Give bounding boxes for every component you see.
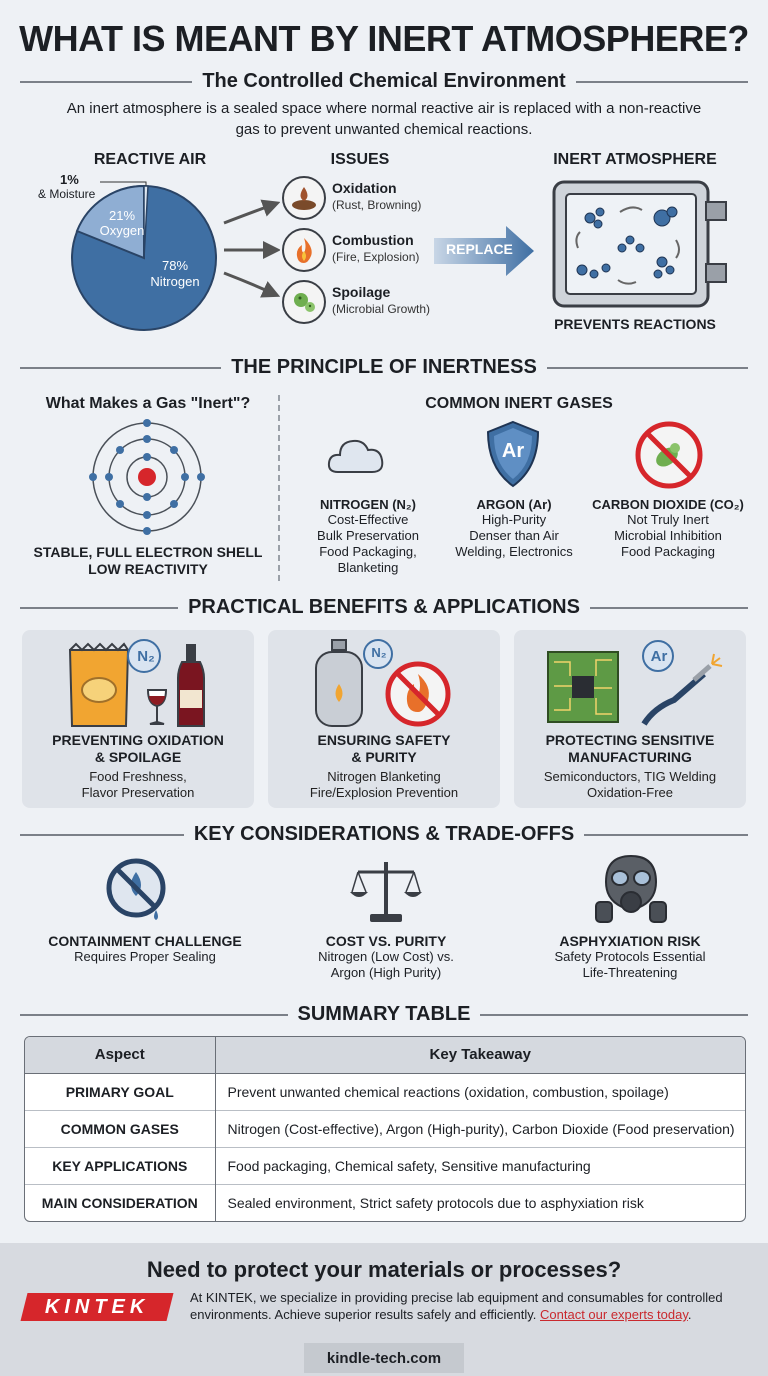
- benefit-title: PREVENTING OXIDATION: [52, 732, 224, 748]
- gas-name: ARGON (Ar): [476, 497, 552, 512]
- chip-torch-icon: [544, 638, 724, 730]
- contact-link[interactable]: Contact our experts today: [540, 1307, 688, 1322]
- gas-desc: Food Packaging,: [319, 544, 417, 559]
- logo-text: KINTEK: [44, 1295, 150, 1318]
- atom-caption-1: STABLE, FULL ELECTRON SHELL: [33, 544, 263, 560]
- divider-line: [480, 1014, 748, 1016]
- divider-line: [20, 1014, 288, 1016]
- benefit-title: MANUFACTURING: [568, 749, 692, 765]
- issues-heading: ISSUES: [330, 151, 390, 168]
- divider-line: [590, 607, 748, 609]
- issue-detail: (Microbial Growth): [332, 302, 431, 316]
- oxygen-pct: 21%: [108, 208, 136, 223]
- table-row: [25, 1184, 745, 1221]
- gas-name: CARBON DIOXIDE (CO₂): [592, 497, 744, 512]
- nitrogen-pct: 78%: [161, 258, 189, 273]
- considerations-heading: KEY CONSIDERATIONS & TRADE-OFFS: [193, 823, 575, 845]
- table-row: [25, 1110, 745, 1147]
- issue-detail: (Rust, Browning): [332, 198, 422, 212]
- n2-badge: N₂: [137, 648, 155, 665]
- gas-name: NITROGEN (N₂): [319, 497, 417, 512]
- benefit-title: ENSURING SAFETY: [317, 732, 451, 748]
- consideration-title: ASPHYXIATION RISK: [559, 933, 701, 949]
- footer-body: At KINTEK, we specialize in providing precise lab equipment and consumables for controlled environments. Achieve superior results safely and efficiently.: [190, 1290, 723, 1322]
- gas-co2: [586, 497, 750, 560]
- sealed-chamber-icon: [550, 178, 730, 310]
- consideration-cost: [268, 933, 504, 981]
- page-title: WHAT IS MEANT BY INERT ATMOSPHERE?: [19, 18, 749, 59]
- gas-desc: Not Truly Inert: [627, 512, 709, 527]
- moisture-pct: 1%: [60, 172, 79, 187]
- principle-header: [20, 356, 748, 379]
- rust-drop-icon: [282, 176, 326, 220]
- aspect-cell: KEY APPLICATIONS: [25, 1147, 215, 1184]
- issue-spoilage: [282, 280, 462, 328]
- gas-nitrogen: [298, 497, 438, 576]
- divider-line: [20, 367, 221, 369]
- kintek-logo[interactable]: [21, 1293, 174, 1321]
- benefit-desc: Oxidation-Free: [587, 785, 673, 800]
- consideration-desc: Safety Protocols Essential: [554, 949, 706, 964]
- gas-desc: Microbial Inhibition: [614, 528, 722, 543]
- divider-line: [547, 367, 748, 369]
- oxygen-label: Oxygen: [99, 223, 145, 238]
- summary-table: [24, 1036, 746, 1222]
- n2-badge: N₂: [371, 645, 387, 660]
- issue-oxidation: [282, 176, 462, 224]
- gas-desc: Cost-Effective: [327, 512, 409, 527]
- consideration-desc: Life-Threatening: [582, 965, 678, 980]
- microbe-icon: [282, 280, 326, 324]
- aspect-cell: COMMON GASES: [25, 1110, 215, 1147]
- benefits-heading: PRACTICAL BENEFITS & APPLICATIONS: [188, 596, 580, 618]
- benefit-title: PROTECTING SENSITIVE: [545, 732, 715, 748]
- gas-desc: Denser than Air: [469, 528, 559, 543]
- benefit-desc: Semiconductors, TIG Welding: [543, 769, 717, 784]
- consideration-desc: Requires Proper Sealing: [74, 949, 216, 964]
- column-header-takeaway: Key Takeaway: [215, 1037, 745, 1073]
- inert-question: What Makes a Gas "Inert"?: [45, 395, 251, 412]
- benefit-desc: Nitrogen Blanketing: [327, 769, 441, 784]
- atom-caption-2: LOW REACTIVITY: [88, 561, 208, 577]
- considerations-header: [20, 823, 748, 846]
- consideration-asphyxiation: [516, 933, 744, 981]
- footer-period: .: [687, 1307, 692, 1322]
- argon-symbol: Ar: [501, 440, 525, 462]
- gas-desc: Bulk Preservation: [317, 528, 419, 543]
- consideration-desc: Argon (High Purity): [330, 965, 442, 980]
- no-microbe-icon: [634, 420, 704, 490]
- principle-heading: THE PRINCIPLE OF INERTNESS: [231, 356, 537, 378]
- benefit-card-manufacturing: [514, 630, 746, 808]
- gas-desc: Blanketing: [337, 560, 399, 575]
- balance-scale-icon: [350, 856, 422, 926]
- benefit-desc: Food Freshness,: [89, 769, 187, 784]
- table-header-row: [25, 1037, 745, 1073]
- consideration-title: COST VS. PURITY: [325, 933, 447, 949]
- issue-arrows: [220, 195, 280, 305]
- issue-detail: (Fire, Explosion): [332, 250, 420, 264]
- intro-text: An inert atmosphere is a sealed space where normal reactive air is replaced with a non-reactive gas to prevent unwanted chemical reactions.: [66, 100, 702, 138]
- benefit-title: & SPOILAGE: [94, 749, 182, 765]
- gas-desc: Food Packaging: [621, 544, 715, 559]
- divider-line: [20, 81, 192, 83]
- reactive-air-heading: REACTIVE AIR: [93, 151, 207, 168]
- takeaway-cell: Food packaging, Chemical safety, Sensitive manufacturing: [215, 1147, 745, 1184]
- footer: [0, 1243, 768, 1376]
- fire-icon: [282, 228, 326, 272]
- cloud-icon: [326, 432, 386, 478]
- nitrogen-label: Nitrogen: [150, 274, 200, 289]
- divider-line: [576, 81, 748, 83]
- divider-line: [20, 607, 178, 609]
- benefit-title: & PURITY: [351, 749, 417, 765]
- gas-desc: Welding, Electronics: [455, 544, 573, 559]
- footer-cta: Need to protect your materials or processes?: [146, 1257, 622, 1282]
- takeaway-cell: Prevent unwanted chemical reactions (oxidation, combustion, spoilage): [215, 1073, 745, 1110]
- benefits-header: [20, 596, 748, 619]
- summary-heading: SUMMARY TABLE: [297, 1003, 471, 1025]
- issue-name: Combustion: [332, 232, 414, 248]
- takeaway-cell: Nitrogen (Cost-effective), Argon (High-purity), Carbon Dioxide (Food preservation): [215, 1110, 745, 1147]
- gas-desc: High-Purity: [481, 512, 547, 527]
- consideration-containment: [20, 933, 270, 965]
- subtitle-header: [20, 70, 748, 93]
- inert-caption: PREVENTS REACTIONS: [554, 316, 716, 332]
- gas-mask-icon: [594, 852, 668, 928]
- issue-name: Oxidation: [332, 180, 397, 196]
- aspect-cell: PRIMARY GOAL: [25, 1073, 215, 1110]
- benefit-desc: Flavor Preservation: [81, 785, 195, 800]
- gas-argon: [446, 497, 582, 560]
- moisture-label: & Moisture: [38, 187, 96, 201]
- divider-line: [20, 834, 184, 836]
- table-row: [25, 1073, 745, 1110]
- benefit-desc: Fire/Explosion Prevention: [309, 785, 459, 800]
- takeaway-cell: Sealed environment, Strict safety protocols due to asphyxiation risk: [215, 1184, 745, 1221]
- website-link[interactable]: kindle-tech.com: [304, 1343, 464, 1373]
- consideration-desc: Nitrogen (Low Cost) vs.: [318, 949, 454, 964]
- replace-label: REPLACE: [446, 241, 513, 257]
- divider-line: [584, 834, 748, 836]
- summary-header: [20, 1003, 748, 1026]
- dashed-divider: [278, 395, 280, 581]
- gases-heading: COMMON INERT GASES: [425, 395, 613, 412]
- subtitle: The Controlled Chemical Environment: [202, 70, 566, 92]
- footer-text: [190, 1289, 750, 1323]
- benefit-card-safety: [268, 630, 500, 808]
- aspect-cell: MAIN CONSIDERATION: [25, 1184, 215, 1221]
- atom-icon: [84, 418, 210, 536]
- consideration-title: CONTAINMENT CHALLENGE: [48, 933, 242, 949]
- table-row: [25, 1147, 745, 1184]
- ar-badge: Ar: [650, 648, 668, 665]
- benefit-card-food: [22, 630, 254, 808]
- no-leak-icon: [104, 856, 172, 924]
- inert-heading: INERT ATMOSPHERE: [553, 151, 717, 168]
- column-header-aspect: Aspect: [25, 1037, 215, 1073]
- issue-name: Spoilage: [332, 284, 391, 300]
